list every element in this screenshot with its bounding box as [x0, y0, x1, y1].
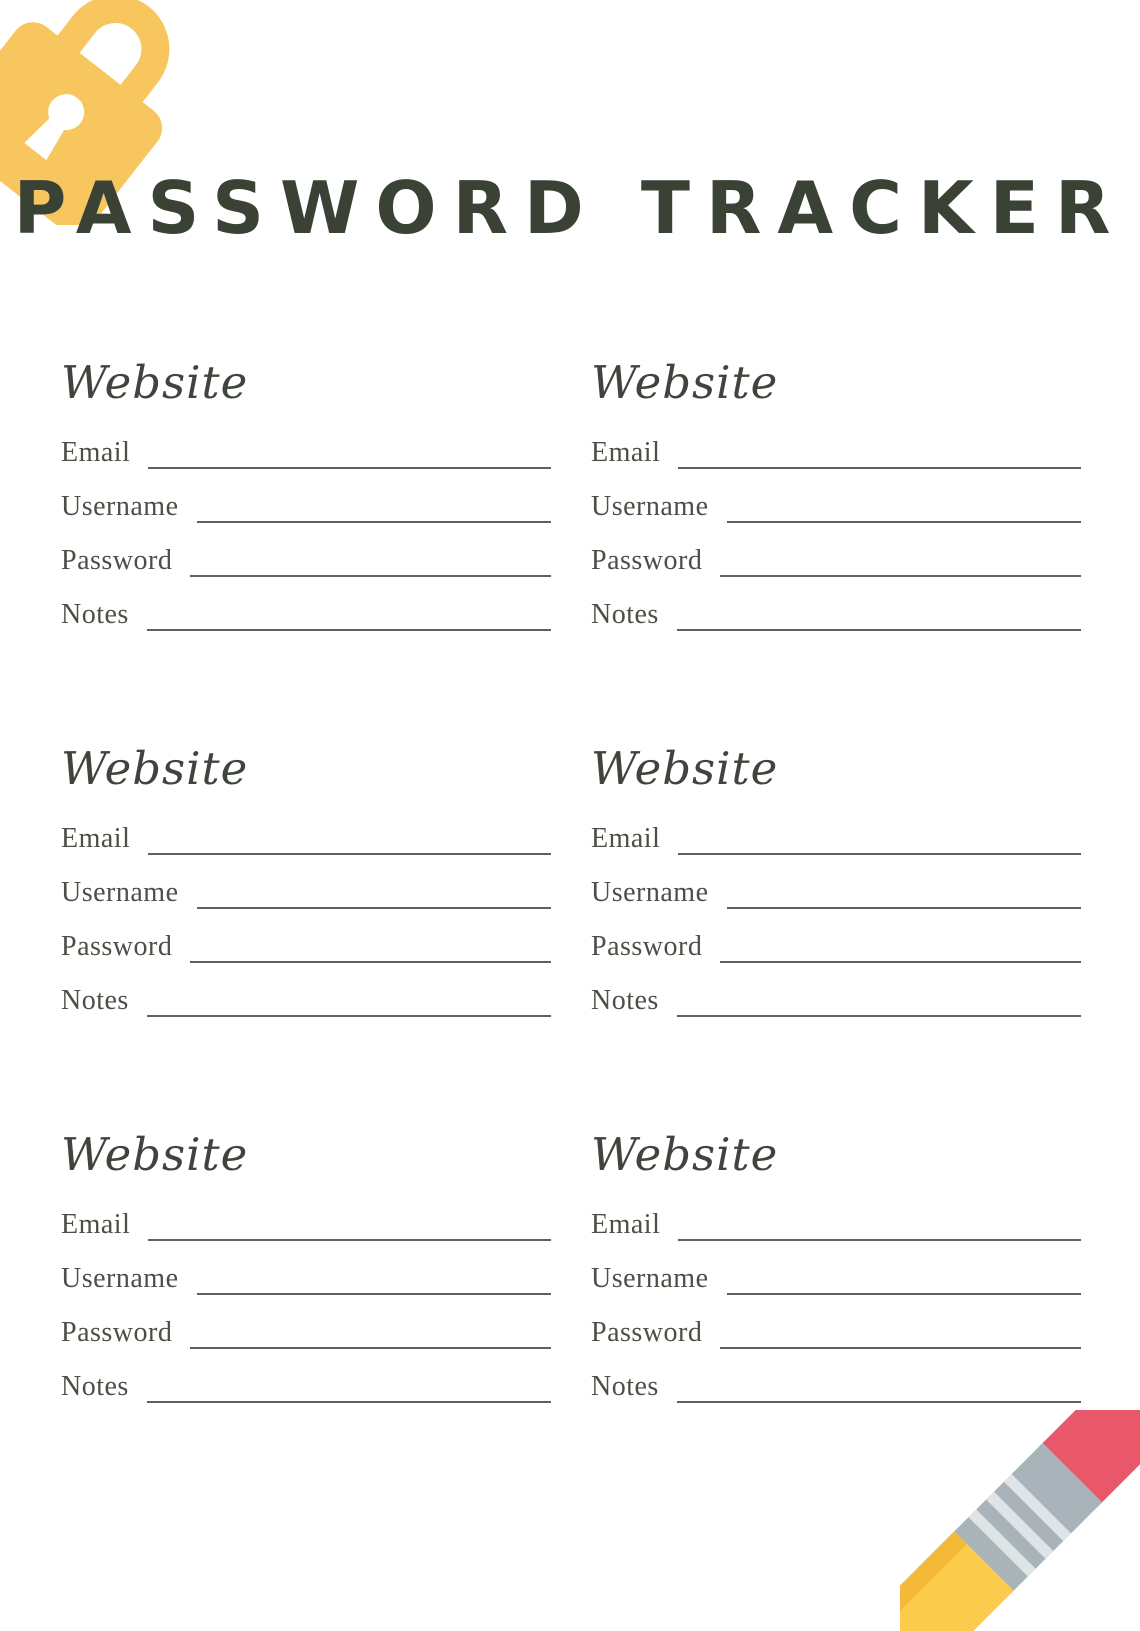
- password-field: [591, 1297, 1081, 1351]
- username-label: Username: [61, 877, 179, 908]
- username-field: [61, 1243, 551, 1297]
- email-label: Email: [61, 437, 131, 468]
- password-label: Password: [61, 1317, 173, 1348]
- email-field: [61, 803, 551, 857]
- entry-card: [61, 742, 551, 1019]
- password-field: [591, 911, 1081, 965]
- notes-line[interactable]: [147, 1015, 551, 1017]
- notes-line[interactable]: [677, 629, 1081, 631]
- username-line[interactable]: [197, 1293, 551, 1295]
- notes-line[interactable]: [677, 1401, 1081, 1403]
- website-heading: Website: [591, 1128, 779, 1181]
- password-field: [61, 1297, 551, 1351]
- email-field: [591, 1189, 1081, 1243]
- password-line[interactable]: [190, 961, 551, 963]
- email-line[interactable]: [678, 467, 1081, 469]
- email-field: [61, 417, 551, 471]
- password-label: Password: [591, 1317, 703, 1348]
- password-line[interactable]: [720, 575, 1081, 577]
- website-heading: Website: [61, 1128, 249, 1181]
- password-line[interactable]: [190, 575, 551, 577]
- username-label: Username: [61, 1263, 179, 1294]
- email-field: [591, 803, 1081, 857]
- email-line[interactable]: [148, 467, 551, 469]
- entry-card: [61, 1128, 551, 1405]
- password-label: Password: [591, 931, 703, 962]
- notes-label: Notes: [61, 1371, 129, 1402]
- notes-field: [61, 965, 551, 1019]
- password-label: Password: [61, 545, 173, 576]
- entries-grid: [61, 356, 1091, 1405]
- password-field: [61, 911, 551, 965]
- entry-card: [591, 1128, 1081, 1405]
- username-line[interactable]: [727, 907, 1081, 909]
- website-heading: Website: [61, 356, 249, 409]
- username-field: [591, 1243, 1081, 1297]
- notes-field: [591, 579, 1081, 633]
- password-label: Password: [591, 545, 703, 576]
- password-line[interactable]: [720, 1347, 1081, 1349]
- username-line[interactable]: [727, 1293, 1081, 1295]
- page-title: PASSWORD TRACKER: [13, 166, 1127, 250]
- password-field: [591, 525, 1081, 579]
- password-label: Password: [61, 931, 173, 962]
- website-heading: Website: [61, 742, 249, 795]
- notes-label: Notes: [591, 599, 659, 630]
- entry-card: [61, 356, 551, 633]
- password-line[interactable]: [190, 1347, 551, 1349]
- notes-line[interactable]: [147, 629, 551, 631]
- username-line[interactable]: [727, 521, 1081, 523]
- email-line[interactable]: [678, 853, 1081, 855]
- username-label: Username: [591, 491, 709, 522]
- username-field: [591, 471, 1081, 525]
- username-label: Username: [591, 1263, 709, 1294]
- username-field: [61, 471, 551, 525]
- notes-label: Notes: [591, 1371, 659, 1402]
- email-label: Email: [591, 1209, 661, 1240]
- email-field: [61, 1189, 551, 1243]
- email-label: Email: [61, 823, 131, 854]
- username-line[interactable]: [197, 521, 551, 523]
- username-label: Username: [61, 491, 179, 522]
- entry-card: [591, 356, 1081, 633]
- notes-line[interactable]: [147, 1401, 551, 1403]
- notes-label: Notes: [591, 985, 659, 1016]
- notes-field: [591, 1351, 1081, 1405]
- pencil-icon: [900, 1410, 1140, 1631]
- email-line[interactable]: [148, 853, 551, 855]
- email-line[interactable]: [148, 1239, 551, 1241]
- username-line[interactable]: [197, 907, 551, 909]
- email-line[interactable]: [678, 1239, 1081, 1241]
- notes-line[interactable]: [677, 1015, 1081, 1017]
- email-label: Email: [61, 1209, 131, 1240]
- username-field: [61, 857, 551, 911]
- password-field: [61, 525, 551, 579]
- notes-field: [591, 965, 1081, 1019]
- notes-field: [61, 1351, 551, 1405]
- username-field: [591, 857, 1081, 911]
- notes-label: Notes: [61, 599, 129, 630]
- email-label: Email: [591, 437, 661, 468]
- password-line[interactable]: [720, 961, 1081, 963]
- email-field: [591, 417, 1081, 471]
- website-heading: Website: [591, 356, 779, 409]
- notes-field: [61, 579, 551, 633]
- website-heading: Website: [591, 742, 779, 795]
- email-label: Email: [591, 823, 661, 854]
- username-label: Username: [591, 877, 709, 908]
- notes-label: Notes: [61, 985, 129, 1016]
- entry-card: [591, 742, 1081, 1019]
